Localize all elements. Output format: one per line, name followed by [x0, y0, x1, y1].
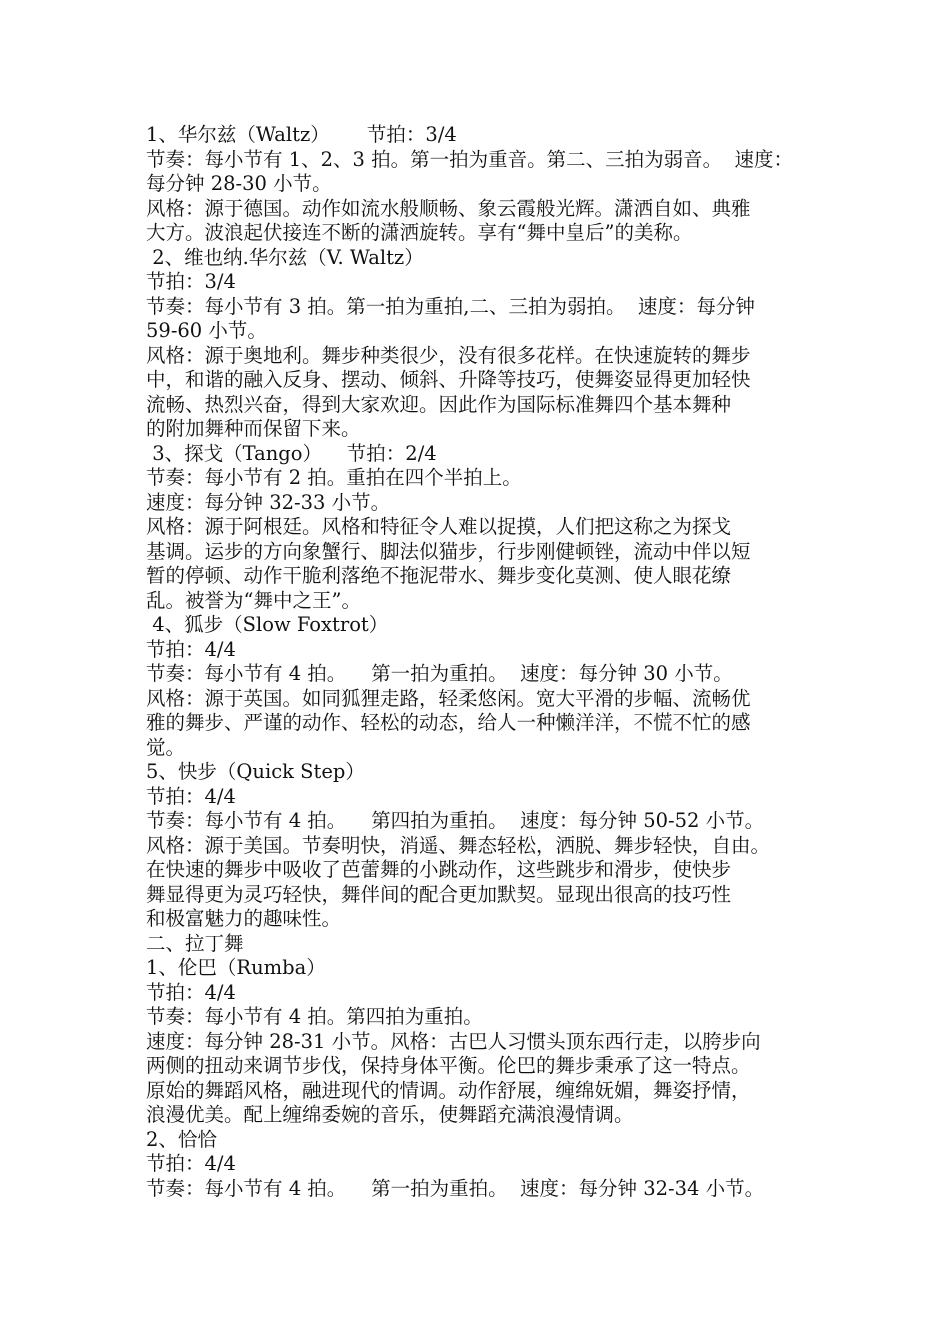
text-line: 节拍：4/4: [146, 637, 236, 661]
text-line: 每分钟 28-30 小节。: [146, 172, 332, 195]
text-line: 风格：源于英国。如同狐狸走路，轻柔悠闲。宽大平滑的步幅、流畅优: [146, 686, 751, 710]
text-line: 乱。被誉为“舞中之王”。: [146, 588, 361, 612]
text-line: 5、快步（Quick Step）: [146, 760, 365, 783]
text-line: 节拍：4/4: [146, 784, 236, 808]
text-line: 4、狐步（Slow Foxtrot）: [146, 613, 389, 636]
text-line: 节奏：每小节有 3 拍。第一拍为重拍,二、三拍为弱拍。 速度：每分钟: [146, 294, 755, 318]
text-line: 中，和谐的融入反身、摆动、倾斜、升降等技巧，使舞姿显得更加轻快: [146, 368, 751, 391]
text-line: 节拍：4/4: [146, 980, 236, 1004]
text-line: 原始的舞蹈风格，融进现代的情调。动作舒展，缠绵妩媚，舞姿抒情，: [146, 1078, 751, 1102]
text-line: 风格：源于奥地利。舞步种类很少，没有很多花样。在快速旋转的舞步: [146, 343, 751, 367]
text-line: 二、拉丁舞: [146, 931, 244, 955]
text-line: 节拍：4/4: [146, 1152, 236, 1175]
text-line: 大方。波浪起伏接连不断的潇洒旋转。享有“舞中皇后”的美称。: [146, 221, 693, 244]
text-line: 速度：每分钟 28-31 小节。风格：古巴人习惯头顶东西行走，以胯步向: [146, 1029, 761, 1053]
text-line: 的附加舞种而保留下来。: [146, 417, 361, 440]
text-line: 59-60 小节。: [146, 319, 267, 342]
text-line: 节奏：每小节有 1、2、3 拍。第一拍为重音。第二、三拍为弱音。 速度：: [146, 147, 794, 171]
text-line: 节奏：每小节有 4 拍。 第一拍为重拍。 速度：每分钟 30 小节。: [146, 662, 733, 685]
text-line: 风格：源于阿根廷。风格和特征令人难以捉摸，人们把这称之为探戈: [146, 515, 732, 538]
text-line: 节奏：每小节有 4 拍。 第一拍为重拍。 速度：每分钟 32-34 小节。: [146, 1176, 765, 1200]
text-line: 节奏：每小节有 4 拍。 第四拍为重拍。 速度：每分钟 50-52 小节。: [146, 809, 765, 832]
text-line: 雅的舞步、严谨的动作、轻松的动态，给人一种懒洋洋，不慌不忙的感: [146, 711, 751, 734]
text-line: 两侧的扭动来调节步伐，保持身体平衡。伦巴的舞步秉承了这一特点。: [146, 1054, 751, 1077]
document-body: [146, 123, 816, 1201]
text-line: 流畅、热烈兴奋，得到大家欢迎。因此作为国际标准舞四个基本舞种: [146, 392, 732, 416]
text-line: 速度：每分钟 32-33 小节。: [146, 490, 391, 514]
text-line: 和极富魅力的趣味性。: [146, 907, 342, 930]
text-line: 1、华尔兹（Waltz） 节拍：3/4: [146, 123, 457, 146]
text-line: 在快速的舞步中吸收了芭蕾舞的小跳动作，这些跳步和滑步，使快步: [146, 858, 732, 881]
text-line: 1、伦巴（Rumba）: [146, 956, 326, 979]
text-line: 节奏：每小节有 4 拍。第四拍为重拍。: [146, 1005, 483, 1028]
text-line: 节拍：3/4: [146, 270, 236, 293]
text-line: 节奏：每小节有 2 拍。重拍在四个半拍上。: [146, 466, 522, 489]
text-line: 3、探戈（Tango） 节拍：2/4: [146, 441, 437, 465]
text-line: 2、恰恰: [146, 1127, 217, 1151]
text-line: 基调。运步的方向象蟹行、脚法似猫步，行步刚健顿锉，流动中伴以短: [146, 539, 751, 563]
text-line: 风格：源于美国。节奏明快，消遥、舞态轻松，洒脱、舞步轻快，自由。: [146, 833, 771, 857]
text-line: 觉。: [146, 735, 186, 759]
text-line: 舞显得更为灵巧轻快，舞伴间的配合更加默契。显现出很高的技巧性: [146, 882, 732, 906]
text-line: 浪漫优美。配上缠绵委婉的音乐，使舞蹈充满浪漫情调。: [146, 1103, 634, 1126]
text-line: 暂的停顿、动作干脆利落绝不拖泥带水、舞步变化莫测、使人眼花缭: [146, 564, 732, 587]
text-line: 2、维也纳.华尔兹（V. Waltz）: [146, 245, 424, 269]
text-line: 风格：源于德国。动作如流水般顺畅、象云霞般光辉。潇洒自如、典雅: [146, 196, 751, 220]
